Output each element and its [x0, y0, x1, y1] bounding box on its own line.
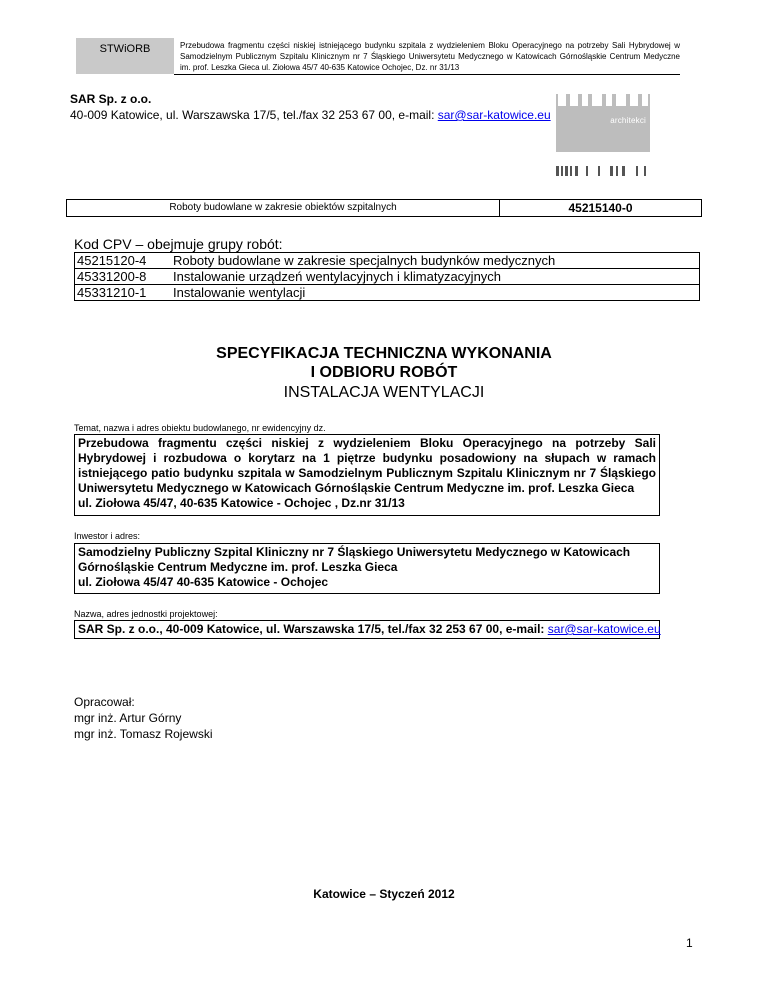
prepared-by-label: Opracował: — [74, 695, 135, 709]
investor-line1: Samodzielny Publiczny Szpital Kliniczny nr 7 Śląskiego Uniwersytetu Medycznego w Katowicach — [78, 545, 631, 559]
designer-text: SAR Sp. z o.o., 40-009 Katowice, ul. Warszawska 17/5, tel./fax 32 253 67 00, e-mail: — [78, 622, 548, 636]
document-subtitle: INSTALACJA WENTYLACJI — [283, 384, 485, 401]
logo-barcode — [556, 166, 650, 176]
cpv-description: Instalowanie urządzeń wentylacyjnych i klimatyzacyjnych — [171, 269, 700, 285]
logo-word: architekci — [610, 116, 646, 125]
document-title-line1: SPECYFIKACJA TECHNICZNA WYKONANIA — [216, 345, 552, 362]
document-title-line2: I ODBIORU ROBÓT — [310, 364, 458, 381]
designer-email-link[interactable]: sar@sar-katowice.eu — [547, 622, 661, 636]
prepared-by-block — [74, 694, 212, 742]
company-address: 40-009 Katowice, ul. Warszawska 17/5, tel./fax 32 253 67 00, e-mail: — [70, 108, 438, 122]
works-category-code: 45215140-0 — [568, 201, 633, 215]
investor-line2: Górnośląskie Centrum Medyczne im. prof. Leszka Gieca — [78, 560, 398, 574]
cpv-code: 45215120-4 — [75, 253, 172, 269]
company-block — [70, 91, 551, 123]
footer-place-date: Katowice – Styczeń 2012 — [313, 887, 455, 901]
cpv-description: Instalowanie wentylacji — [171, 285, 700, 301]
document-code-tag — [76, 38, 174, 74]
investor-box — [74, 543, 660, 594]
investor-line3: ul. Ziołowa 45/47 40-635 Katowice - Ochojec — [78, 575, 329, 589]
designer-caption: Nazwa, adres jednostki projektowej: — [74, 609, 218, 619]
document-code: STWiORB — [99, 43, 151, 55]
company-address-line — [70, 107, 551, 123]
prepared-by-person: mgr inż. Artur Górny — [74, 711, 182, 725]
company-name: SAR Sp. z o.o. — [70, 92, 152, 106]
cpv-code: 45331210-1 — [75, 285, 172, 301]
subject-text: Przebudowa fragmentu części niskiej z wydzieleniem Bloku Operacyjnego na potrzeby Sali Hybrydowej i rozbudowa o korytarz na 1 piętrze budynku posadowiony na słupach w ramach istniejącego patio budynku szpitala w Samodzielnym Publicznym Szpitalu Klinicznym nr 7 Śląskiego Uniwersytetu Medycznego w Katowicach Górnośląskie Centrum Medyczne im. prof. Leszka Gieca — [78, 436, 656, 495]
designer-box — [74, 620, 660, 639]
logo-letter-blocks — [556, 86, 650, 114]
cpv-code: 45331200-8 — [75, 269, 172, 285]
cpv-title: Kod CPV – obejmuje grupy robót: — [74, 236, 283, 252]
company-email-link[interactable]: sar@sar-katowice.eu — [437, 108, 551, 122]
subject-box — [74, 434, 660, 516]
works-category-row — [66, 199, 702, 217]
table-row — [75, 269, 700, 285]
prepared-by-person: mgr inż. Tomasz Rojewski — [74, 727, 213, 741]
header-divider — [174, 74, 680, 75]
subject-caption: Temat, nazwa i adres obiektu budowlanego, nr ewidencyjny dz. — [74, 423, 326, 433]
cpv-description: Roboty budowlane w zakresie specjalnych budynków medycznych — [171, 253, 700, 269]
page-number: 1 — [686, 936, 693, 950]
subject-address: ul. Ziołowa 45/47, 40-635 Katowice - Ochojec , Dz.nr 31/13 — [78, 496, 405, 510]
cpv-table — [74, 252, 700, 301]
works-category-label: Roboty budowlane w zakresie obiektów szpitalnych — [169, 202, 397, 213]
table-row — [75, 285, 700, 301]
investor-caption: Inwestor i adres: — [74, 531, 141, 541]
header-description: Przebudowa fragmentu części niskiej istniejącego budynku szpitala z wydzieleniem Bloku Operacyjnego na potrzeby Sali Hybrydowej w Samodzielnym Publicznym Szpitalu Klinicznym nr 7 Śląskiego Uniwersytetu Medycznego w Katowicach Górnośląskie Centrum Medyczne im. prof. Leszka Gieca ul. Ziołowa 45/7 40-635 Katowice Ochojec, Dz. nr 31/13 — [180, 41, 680, 72]
table-row — [75, 253, 700, 269]
architects-logo — [556, 86, 650, 178]
